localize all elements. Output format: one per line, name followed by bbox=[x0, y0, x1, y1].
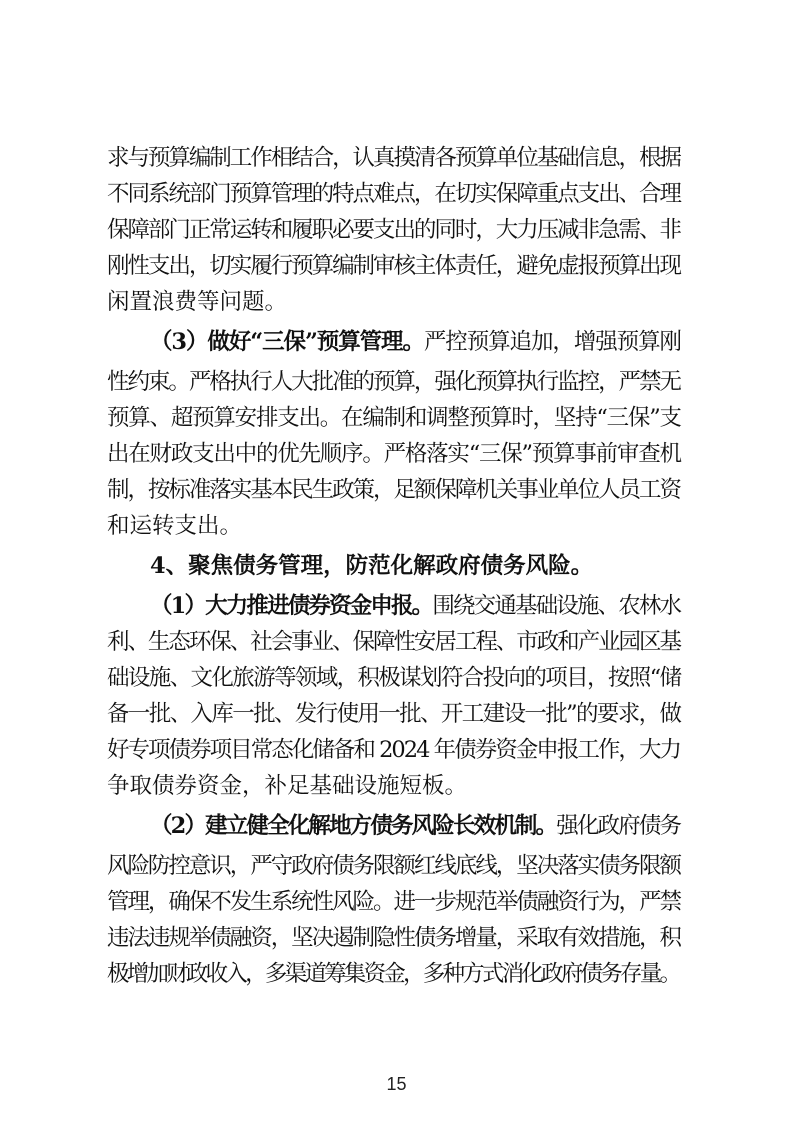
text-line bbox=[107, 769, 467, 803]
text-run: 争取债券资金，补足基础设施短板。 bbox=[107, 773, 468, 799]
bold-heading-run: （3）做好“三保”预算管理。 bbox=[150, 329, 424, 355]
text-line bbox=[107, 401, 681, 435]
text-line bbox=[107, 249, 680, 283]
text-line bbox=[107, 849, 680, 883]
text-run: 围绕交通基础设施、农林水 bbox=[432, 593, 681, 619]
text-run: 础设施、文化旅游等领域，积极谋划符合投向的项目，按照“储 bbox=[107, 665, 681, 691]
text-line bbox=[107, 697, 680, 731]
text-line bbox=[107, 437, 681, 471]
bold-heading-run: （1）大力推进债券资金申报。 bbox=[150, 593, 433, 619]
text-line bbox=[107, 509, 242, 543]
text-line bbox=[107, 177, 680, 211]
text-line bbox=[107, 285, 287, 319]
text-line bbox=[107, 733, 680, 767]
text-line bbox=[150, 325, 681, 359]
text-line bbox=[107, 213, 680, 247]
text-run: 极增加财政收入，多渠道筹集资金，多种方式消化政府债务存量。 bbox=[107, 961, 680, 987]
text-line bbox=[107, 885, 680, 919]
text-run: 出在财政支出中的优先顺序。严格落实“三保”预算事前审查机 bbox=[107, 441, 681, 467]
bold-heading-run: （2）建立健全化解地方债务风险长效机制。 bbox=[150, 813, 557, 839]
text-run: 管理，确保不发生系统性风险。进一步规范举债融资行为，严禁 bbox=[107, 889, 680, 915]
text-line bbox=[107, 365, 680, 399]
page-number: 15 bbox=[386, 1074, 407, 1094]
bold-heading-run: 4、聚焦债务管理，防范化解政府债务风险。 bbox=[150, 553, 594, 579]
text-run: 预算、超预算安排支出。在编制和调整预算时，坚持“三保”支 bbox=[107, 405, 681, 431]
text-run: 风险防控意识，严守政府债务限额红线底线，坚决落实债务限额 bbox=[107, 853, 680, 879]
text-run: 和运转支出。 bbox=[107, 513, 243, 539]
text-line bbox=[107, 661, 680, 695]
text-run: 性约束。严格执行人大批准的预算，强化预算执行监控，严禁无 bbox=[107, 369, 680, 395]
text-run: 强化政府债务 bbox=[556, 813, 681, 839]
text-run: 制，按标准落实基本民生政策，足额保障机关事业单位人员工资 bbox=[107, 477, 680, 503]
text-run: 备一批、入库一批、发行使用一批、开工建设一批”的要求，做 bbox=[107, 701, 681, 727]
text-run: 求与预算编制工作相结合，认真摸清各预算单位基础信息，根据 bbox=[107, 145, 680, 171]
text-line bbox=[150, 549, 593, 583]
text-line bbox=[107, 625, 680, 659]
text-run: 刚性支出，切实履行预算编制审核主体责任，避免虚报预算出现 bbox=[107, 253, 680, 279]
text-run: 利、生态环保、社会事业、保障性安居工程、市政和产业园区基 bbox=[107, 629, 680, 655]
text-line bbox=[107, 957, 679, 991]
text-line bbox=[107, 473, 680, 507]
text-run: 严控预算追加，增强预算刚 bbox=[423, 329, 681, 355]
text-run: 好专项债券项目常态化储备和 2024 年债券资金申报工作，大力 bbox=[107, 737, 681, 763]
text-line bbox=[150, 589, 680, 623]
text-run: 不同系统部门预算管理的特点难点，在切实保障重点支出、合理 bbox=[107, 181, 680, 207]
text-run: 保障部门正常运转和履职必要支出的同时，大力压减非急需、非 bbox=[107, 217, 680, 243]
text-run: 闲置浪费等问题。 bbox=[107, 289, 288, 315]
text-line bbox=[150, 809, 680, 843]
text-line bbox=[107, 141, 680, 175]
text-line bbox=[107, 921, 680, 955]
text-run: 违法违规举债融资，坚决遏制隐性债务增量，采取有效措施，积 bbox=[107, 925, 680, 951]
